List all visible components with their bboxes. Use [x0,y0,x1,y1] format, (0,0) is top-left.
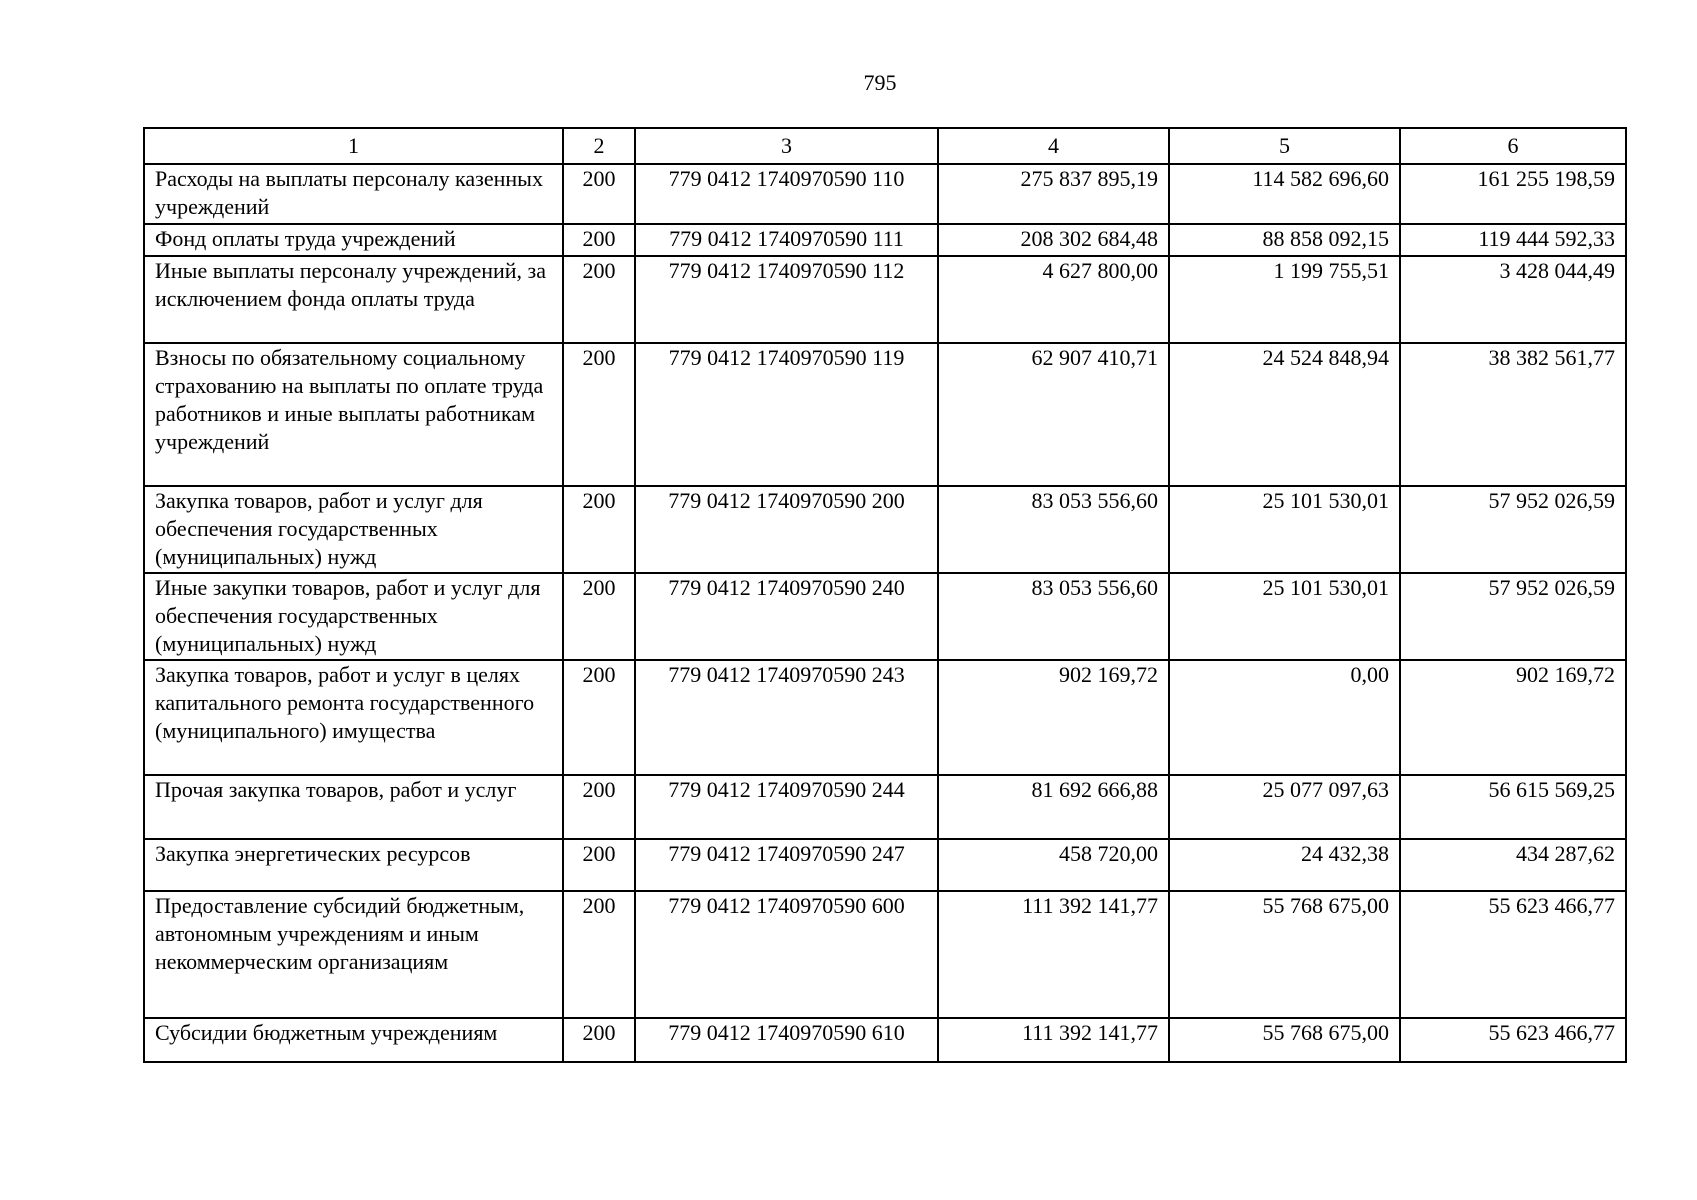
row-value-4: 83 053 556,60 [938,573,1169,660]
row-value-6: 57 952 026,59 [1400,486,1626,573]
row-value-5: 25 101 530,01 [1169,573,1400,660]
row-value-5: 88 858 092,15 [1169,224,1400,256]
row-value-6: 119 444 592,33 [1400,224,1626,256]
table-row [144,224,1626,256]
row-value-6: 55 623 466,77 [1400,1018,1626,1062]
row-value-5: 55 768 675,00 [1169,891,1400,1018]
row-value-6: 902 169,72 [1400,660,1626,775]
row-value-5: 25 077 097,63 [1169,775,1400,839]
column-header: 3 [635,128,938,164]
row-name: Фонд оплаты труда учреждений [144,224,563,256]
row-value-5: 55 768 675,00 [1169,1018,1400,1062]
row-code: 200 [563,573,635,660]
row-value-5: 25 101 530,01 [1169,486,1400,573]
row-kbk: 779 0412 1740970590 111 [635,224,938,256]
row-value-6: 56 615 569,25 [1400,775,1626,839]
column-header: 4 [938,128,1169,164]
row-code: 200 [563,839,635,891]
row-value-5: 24 524 848,94 [1169,343,1400,486]
row-name: Субсидии бюджетным учреждениям [144,1018,563,1062]
row-code: 200 [563,164,635,224]
table-row [144,1018,1626,1062]
column-header: 6 [1400,128,1626,164]
row-value-4: 275 837 895,19 [938,164,1169,224]
row-value-4: 81 692 666,88 [938,775,1169,839]
row-code: 200 [563,224,635,256]
row-code: 200 [563,1018,635,1062]
row-value-4: 208 302 684,48 [938,224,1169,256]
table-row [144,256,1626,343]
row-code: 200 [563,660,635,775]
table-row [144,660,1626,775]
table-row [144,486,1626,573]
row-value-6: 161 255 198,59 [1400,164,1626,224]
row-kbk: 779 0412 1740970590 112 [635,256,938,343]
table-row [144,891,1626,1018]
row-value-5: 1 199 755,51 [1169,256,1400,343]
page-number: 795 [863,70,897,95]
row-name: Закупка товаров, работ и услуг для обеспечения государственных (муниципальных) нужд [144,486,563,573]
row-value-5: 24 432,38 [1169,839,1400,891]
row-value-4: 62 907 410,71 [938,343,1169,486]
row-value-5: 0,00 [1169,660,1400,775]
row-value-6: 38 382 561,77 [1400,343,1626,486]
row-code: 200 [563,256,635,343]
row-kbk: 779 0412 1740970590 240 [635,573,938,660]
row-name: Взносы по обязательному социальному страхованию на выплаты по оплате труда работников и иные выплаты работникам учреждений [144,343,563,486]
row-value-6: 55 623 466,77 [1400,891,1626,1018]
row-code: 200 [563,343,635,486]
row-value-4: 4 627 800,00 [938,256,1169,343]
budget-table [143,127,1627,1063]
table-row [144,343,1626,486]
row-kbk: 779 0412 1740970590 610 [635,1018,938,1062]
row-value-4: 902 169,72 [938,660,1169,775]
table-row [144,164,1626,224]
table-row [144,775,1626,839]
row-name: Закупка энергетических ресурсов [144,839,563,891]
row-kbk: 779 0412 1740970590 110 [635,164,938,224]
column-header: 5 [1169,128,1400,164]
row-name: Иные закупки товаров, работ и услуг для обеспечения государственных (муниципальных) нужд [144,573,563,660]
row-kbk: 779 0412 1740970590 244 [635,775,938,839]
row-value-4: 83 053 556,60 [938,486,1169,573]
column-header: 2 [563,128,635,164]
row-name: Прочая закупка товаров, работ и услуг [144,775,563,839]
row-code: 200 [563,486,635,573]
row-kbk: 779 0412 1740970590 243 [635,660,938,775]
row-value-6: 57 952 026,59 [1400,573,1626,660]
row-name: Предоставление субсидий бюджетным, автономным учреждениям и иным некоммерческим организациям [144,891,563,1018]
row-kbk: 779 0412 1740970590 119 [635,343,938,486]
row-code: 200 [563,891,635,1018]
row-value-6: 3 428 044,49 [1400,256,1626,343]
table-row [144,839,1626,891]
row-kbk: 779 0412 1740970590 247 [635,839,938,891]
row-kbk: 779 0412 1740970590 600 [635,891,938,1018]
row-name: Иные выплаты персоналу учреждений, за исключением фонда оплаты труда [144,256,563,343]
row-value-4: 458 720,00 [938,839,1169,891]
row-value-6: 434 287,62 [1400,839,1626,891]
row-value-4: 111 392 141,77 [938,1018,1169,1062]
table-row [144,573,1626,660]
row-name: Расходы на выплаты персоналу казенных учреждений [144,164,563,224]
column-header: 1 [144,128,563,164]
row-code: 200 [563,775,635,839]
row-value-4: 111 392 141,77 [938,891,1169,1018]
row-value-5: 114 582 696,60 [1169,164,1400,224]
row-name: Закупка товаров, работ и услуг в целях капитального ремонта государственного (муниципального) имущества [144,660,563,775]
header-row [144,128,1626,164]
row-kbk: 779 0412 1740970590 200 [635,486,938,573]
